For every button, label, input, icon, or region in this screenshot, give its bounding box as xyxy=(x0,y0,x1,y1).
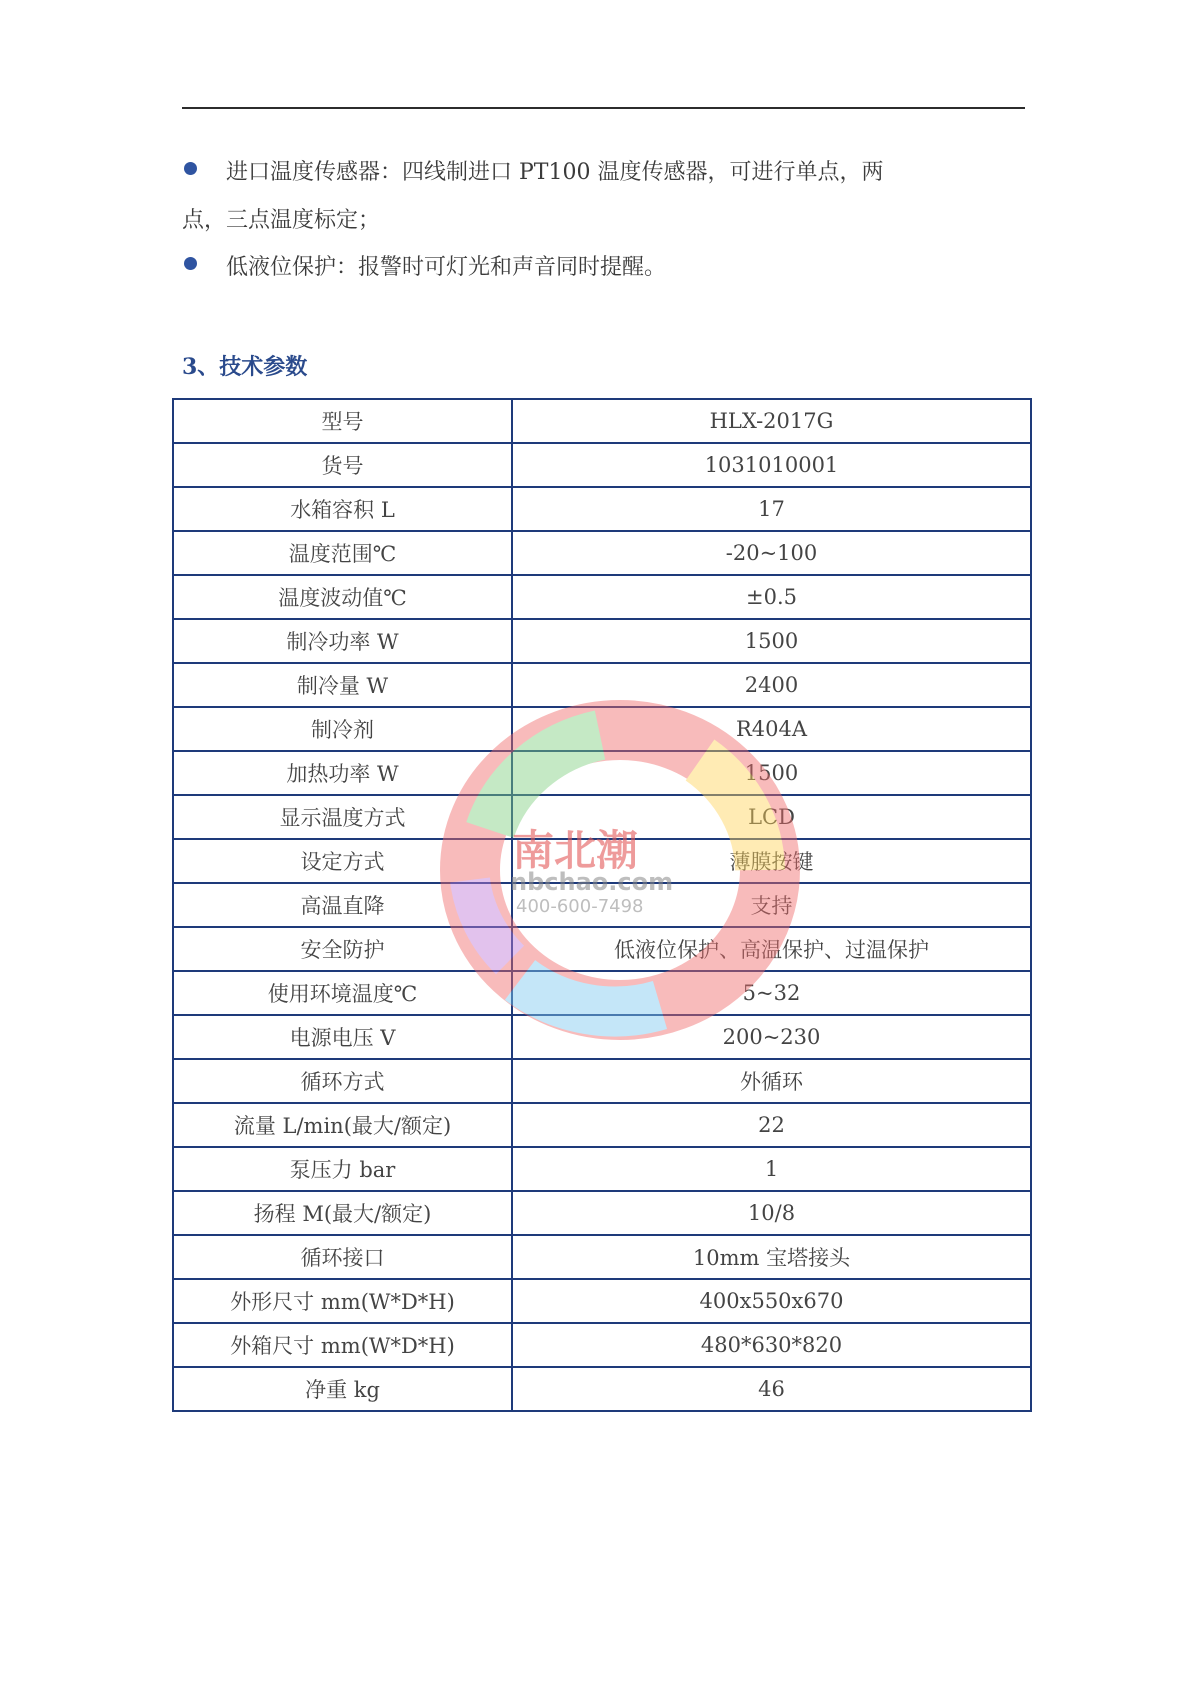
table-row xyxy=(173,971,1031,1015)
spec-label: 型号 xyxy=(173,399,512,443)
table-row xyxy=(173,399,1031,443)
table-row xyxy=(173,1015,1031,1059)
spec-label: 加热功率 W xyxy=(173,751,512,795)
bullet-1-line1: 进口温度传感器：四线制进口 PT100 温度传感器，可进行单点，两 xyxy=(226,160,884,185)
spec-value: LCD xyxy=(512,795,1031,839)
spec-label: 制冷量 W xyxy=(173,663,512,707)
header-rule xyxy=(182,107,1025,109)
spec-label: 制冷剂 xyxy=(173,707,512,751)
bullet-2-line1: 低液位保护：报警时可灯光和声音同时提醒。 xyxy=(226,255,667,280)
spec-value: 低液位保护、高温保护、过温保护 xyxy=(512,927,1031,971)
bullet-dot-icon xyxy=(184,257,197,270)
table-row xyxy=(173,1147,1031,1191)
spec-value: 10/8 xyxy=(512,1191,1031,1235)
table-row xyxy=(173,751,1031,795)
spec-value: 46 xyxy=(512,1367,1031,1411)
spec-value: ±0.5 xyxy=(512,575,1031,619)
spec-table xyxy=(172,398,1032,1412)
table-row xyxy=(173,1323,1031,1367)
table-row xyxy=(173,707,1031,751)
table-row xyxy=(173,1279,1031,1323)
table-row xyxy=(173,927,1031,971)
spec-label: 货号 xyxy=(173,443,512,487)
spec-label: 循环接口 xyxy=(173,1235,512,1279)
spec-value: 17 xyxy=(512,487,1031,531)
spec-label: 泵压力 bar xyxy=(173,1147,512,1191)
spec-label: 净重 kg xyxy=(173,1367,512,1411)
table-row xyxy=(173,619,1031,663)
spec-label: 温度范围℃ xyxy=(173,531,512,575)
table-row xyxy=(173,487,1031,531)
spec-label: 外形尺寸 mm(W*D*H) xyxy=(173,1279,512,1323)
spec-label: 电源电压 V xyxy=(173,1015,512,1059)
spec-value: 1500 xyxy=(512,751,1031,795)
watermark-site: nbchao.com xyxy=(510,868,674,896)
spec-label: 水箱容积 L xyxy=(173,487,512,531)
table-row xyxy=(173,795,1031,839)
spec-label: 循环方式 xyxy=(173,1059,512,1103)
spec-label: 安全防护 xyxy=(173,927,512,971)
spec-label: 扬程 M(最大/额定) xyxy=(173,1191,512,1235)
spec-label: 高温直降 xyxy=(173,883,512,927)
table-row xyxy=(173,1059,1031,1103)
spec-value: 1031010001 xyxy=(512,443,1031,487)
table-row xyxy=(173,839,1031,883)
spec-value: 1500 xyxy=(512,619,1031,663)
spec-value: -20~100 xyxy=(512,531,1031,575)
spec-label: 使用环境温度℃ xyxy=(173,971,512,1015)
bullet-dot-icon xyxy=(184,162,197,175)
spec-label: 制冷功率 W xyxy=(173,619,512,663)
spec-value: 5~32 xyxy=(512,971,1031,1015)
table-row xyxy=(173,443,1031,487)
spec-label: 温度波动值℃ xyxy=(173,575,512,619)
spec-value: HLX-2017G xyxy=(512,399,1031,443)
spec-value: 薄膜按键 xyxy=(512,839,1031,883)
table-row xyxy=(173,1103,1031,1147)
table-row xyxy=(173,575,1031,619)
table-row xyxy=(173,1235,1031,1279)
spec-value: 支持 xyxy=(512,883,1031,927)
spec-value: 10mm 宝塔接头 xyxy=(512,1235,1031,1279)
section-title: 3、技术参数 xyxy=(182,354,308,380)
spec-value: 1 xyxy=(512,1147,1031,1191)
spec-value: 480*630*820 xyxy=(512,1323,1031,1367)
table-row xyxy=(173,1367,1031,1411)
watermark-phone: 400-600-7498 xyxy=(516,896,644,917)
table-row xyxy=(173,531,1031,575)
spec-value: 22 xyxy=(512,1103,1031,1147)
spec-label: 设定方式 xyxy=(173,839,512,883)
table-row xyxy=(173,883,1031,927)
spec-label: 外箱尺寸 mm(W*D*H) xyxy=(173,1323,512,1367)
spec-value: 200~230 xyxy=(512,1015,1031,1059)
spec-label: 显示温度方式 xyxy=(173,795,512,839)
spec-value: R404A xyxy=(512,707,1031,751)
spec-value: 外循环 xyxy=(512,1059,1031,1103)
bullet-1-line2: 点，三点温度标定； xyxy=(182,208,381,233)
watermark-brand: 南北潮 xyxy=(512,826,639,875)
table-row xyxy=(173,1191,1031,1235)
spec-value: 400x550x670 xyxy=(512,1279,1031,1323)
spec-value: 2400 xyxy=(512,663,1031,707)
spec-label: 流量 L/min(最大/额定) xyxy=(173,1103,512,1147)
table-row xyxy=(173,663,1031,707)
